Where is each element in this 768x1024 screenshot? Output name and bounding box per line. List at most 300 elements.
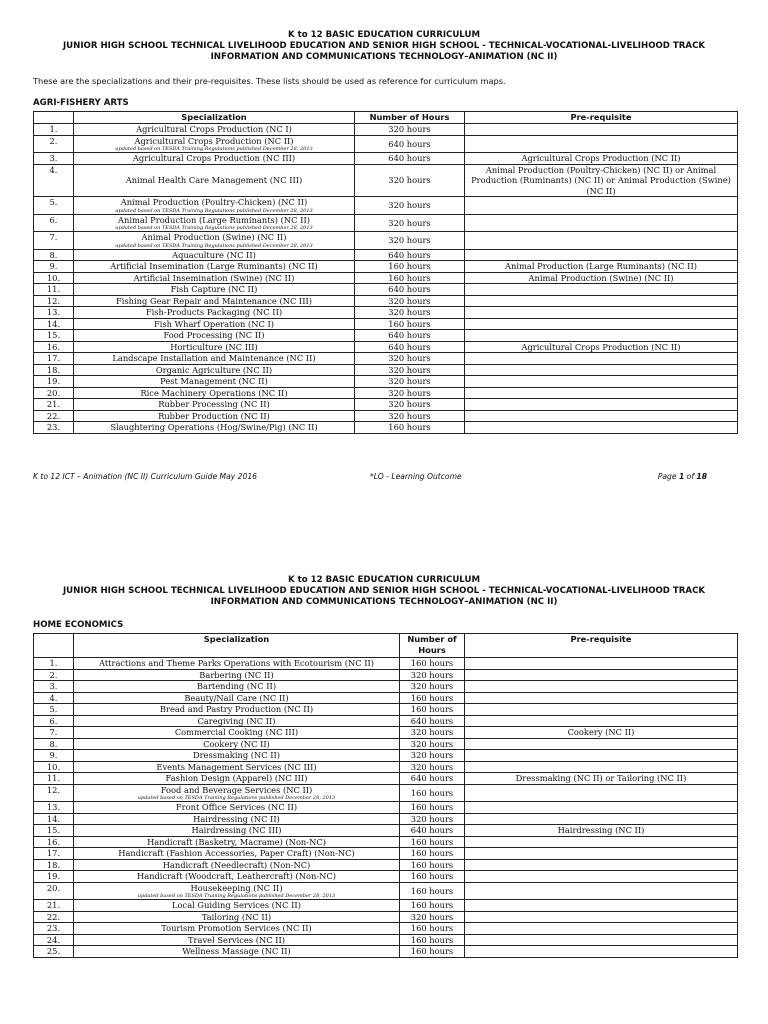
row-number: 15. (34, 825, 74, 837)
hours-cell: 320 hours (355, 164, 465, 197)
prerequisite-cell (465, 750, 738, 762)
table-row (34, 692, 738, 704)
hours-cell: 160 hours (400, 848, 465, 860)
prerequisite-cell (465, 232, 738, 250)
row-number: 14. (34, 318, 74, 330)
hours-cell: 320 hours (355, 307, 465, 319)
table-row (34, 249, 738, 261)
specialization-name: Fishing Gear Repair and Maintenance (NC III) (115, 295, 313, 306)
prerequisite-cell (465, 911, 738, 923)
hours-cell: 320 hours (355, 364, 465, 376)
row-number: 16. (34, 341, 74, 353)
table-row (34, 197, 738, 215)
table-row (34, 422, 738, 434)
footer-page-current: 1 (678, 472, 685, 481)
row-number: 20. (34, 882, 74, 900)
prerequisite-cell (465, 376, 738, 388)
specialization-cell (74, 214, 355, 232)
specialization-name: Beauty/Nail Care (NC II) (184, 692, 289, 703)
row-number: 13. (34, 307, 74, 319)
section-title-home-economics: HOME ECONOMICS (33, 620, 124, 630)
row-number: 22. (34, 911, 74, 923)
table-row (34, 341, 738, 353)
table-row (34, 272, 738, 284)
footer-page-prefix: Page (657, 472, 679, 481)
specialization-name: Food Processing (NC II) (163, 330, 265, 340)
row-number: 19. (34, 871, 74, 883)
specialization-cell (74, 738, 400, 750)
specialization-cell (74, 813, 400, 825)
row-number: 1. (34, 658, 74, 670)
table-row (34, 153, 738, 165)
table-row (34, 750, 738, 762)
specialization-note: updated based on TESDA Training Regulations published December 28, 2013 (115, 207, 313, 214)
prerequisite-cell (465, 813, 738, 825)
prerequisite-cell (465, 214, 738, 232)
specialization-note: updated based on TESDA Training Regulations published December 28, 2013 (115, 225, 313, 231)
column-header-hours: Number of Hours (355, 112, 465, 124)
hours-cell: 640 hours (355, 330, 465, 342)
prerequisite-cell (465, 836, 738, 848)
table-row (34, 364, 738, 376)
specialization-note: updated based on TESDA Training Regulations published December 28, 2013 (137, 893, 336, 899)
specialization-name: Events Management Services (NC III) (156, 761, 317, 772)
specialization-cell (74, 197, 355, 215)
row-number: 10. (34, 272, 74, 284)
specialization-cell (74, 704, 400, 716)
table-row (34, 848, 738, 860)
specialization-cell (74, 848, 400, 860)
table-row (34, 738, 738, 750)
hours-cell: 320 hours (355, 376, 465, 388)
specialization-cell (74, 692, 400, 704)
prerequisite-cell: Cookery (NC II) (465, 727, 738, 739)
table-row (34, 124, 738, 136)
specialization-note: updated based on TESDA Training Regulations published December 28, 2013 (137, 795, 336, 801)
prerequisite-cell (465, 692, 738, 704)
row-number: 11. (34, 773, 74, 785)
specialization-name: Rubber Production (NC II) (158, 410, 270, 421)
hours-cell: 640 hours (400, 773, 465, 785)
hours-cell: 160 hours (355, 261, 465, 273)
hours-cell: 320 hours (355, 214, 465, 232)
specialization-name: Hairdressing (NC III) (191, 825, 282, 835)
row-number: 17. (34, 353, 74, 365)
specialization-name: Wellness Massage (NC II) (182, 946, 291, 956)
prerequisite-cell (465, 658, 738, 670)
document-header (0, 30, 768, 63)
hours-cell: 160 hours (400, 802, 465, 814)
header-line-3: INFORMATION AND COMMUNICATIONS TECHNOLOGY–ANIMATION (NC II) (210, 52, 558, 62)
specialization-name: Rice Machinery Operations (NC II) (140, 387, 288, 398)
specialization-cell (74, 658, 400, 670)
table-row (34, 859, 738, 871)
hours-cell: 640 hours (355, 135, 465, 153)
row-number: 5. (34, 704, 74, 716)
column-header-prerequisite: Pre-requisite (465, 112, 738, 124)
specialization-note: updated based on TESDA Training Regulations published December 28, 2013 (115, 242, 313, 249)
row-number: 10. (34, 761, 74, 773)
row-number: 9. (34, 750, 74, 762)
column-header-hours: Number of Hours (400, 634, 465, 658)
specialization-name: Agricultural Crops Production (NC I) (136, 124, 292, 134)
row-number: 23. (34, 422, 74, 434)
specialization-cell (74, 934, 400, 946)
specialization-cell (74, 422, 355, 434)
row-number: 12. (34, 295, 74, 307)
hours-cell: 640 hours (355, 284, 465, 296)
row-number: 7. (34, 727, 74, 739)
hours-cell: 320 hours (400, 727, 465, 739)
footer-lo-note: *LO - Learning Outcome (370, 472, 462, 481)
hours-cell: 320 hours (400, 911, 465, 923)
hours-cell: 320 hours (355, 410, 465, 422)
table-row (34, 307, 738, 319)
header-line-3: INFORMATION AND COMMUNICATIONS TECHNOLOGY–ANIMATION (NC II) (210, 597, 558, 607)
row-number: 16. (34, 836, 74, 848)
hours-cell: 640 hours (400, 715, 465, 727)
specialization-name: Handicraft (Fashion Accessories, Paper Craft) (Non-NC) (118, 848, 355, 858)
specialization-cell (74, 773, 400, 785)
hours-cell: 160 hours (400, 900, 465, 912)
row-number: 2. (34, 135, 74, 153)
prerequisite-cell (465, 410, 738, 422)
table-row (34, 295, 738, 307)
table-row (34, 923, 738, 935)
prerequisite-cell (465, 353, 738, 365)
hours-cell: 320 hours (355, 232, 465, 250)
row-number: 5. (34, 197, 74, 215)
hours-cell: 320 hours (400, 669, 465, 681)
hours-cell: 640 hours (355, 249, 465, 261)
row-number: 18. (34, 859, 74, 871)
table-row (34, 376, 738, 388)
table-row (34, 727, 738, 739)
table-row (34, 330, 738, 342)
specialization-cell (74, 249, 355, 261)
specialization-cell (74, 946, 400, 958)
hours-cell: 320 hours (400, 761, 465, 773)
column-header-prerequisite: Pre-requisite (465, 634, 738, 658)
prerequisite-cell (465, 307, 738, 319)
specialization-name: Dressmaking (NC II) (192, 750, 281, 760)
row-number: 6. (34, 214, 74, 232)
prerequisite-cell (465, 738, 738, 750)
prerequisite-cell: Animal Production (Large Ruminants) (NC II) (465, 261, 738, 273)
row-number: 21. (34, 900, 74, 912)
specialization-name: Animal Production (Poultry-Chicken) (NC II) (120, 197, 308, 207)
hours-cell: 160 hours (400, 704, 465, 716)
hours-cell: 160 hours (355, 318, 465, 330)
specialization-name: Barbering (NC II) (199, 669, 274, 680)
specialization-cell (74, 353, 355, 365)
prerequisite-cell (465, 249, 738, 261)
specialization-name: Handicraft (Woodcraft, Leathercraft) (Non-NC) (136, 871, 337, 881)
hours-cell: 320 hours (355, 124, 465, 136)
specialization-name: Fish Capture (NC II) (170, 284, 258, 294)
prerequisite-cell (465, 882, 738, 900)
row-number: 17. (34, 848, 74, 860)
hours-cell: 640 hours (400, 825, 465, 837)
specialization-cell (74, 923, 400, 935)
prerequisite-cell (465, 715, 738, 727)
hours-cell: 160 hours (400, 923, 465, 935)
hours-cell: 160 hours (400, 871, 465, 883)
prerequisite-cell (465, 681, 738, 693)
hours-cell: 160 hours (400, 859, 465, 871)
hours-cell: 160 hours (400, 882, 465, 900)
prerequisite-cell (465, 387, 738, 399)
row-number: 23. (34, 923, 74, 935)
specialization-name: Hairdressing (NC II) (193, 813, 280, 824)
row-number: 6. (34, 715, 74, 727)
hours-cell: 160 hours (400, 658, 465, 670)
specialization-name: Handicraft (Basketry, Macrame) (Non-NC) (147, 836, 326, 847)
specialization-cell (74, 387, 355, 399)
table-row (34, 704, 738, 716)
hours-cell: 320 hours (400, 681, 465, 693)
row-number: 18. (34, 364, 74, 376)
table-row (34, 164, 738, 197)
column-header-no (34, 634, 74, 658)
prerequisite-cell (465, 318, 738, 330)
specialization-cell (74, 859, 400, 871)
row-number: 25. (34, 946, 74, 958)
specialization-cell (74, 399, 355, 411)
table-row (34, 214, 738, 232)
specialization-name: Front Office Services (NC II) (175, 802, 298, 812)
prerequisite-cell (465, 399, 738, 411)
row-number: 3. (34, 153, 74, 165)
hours-cell: 320 hours (355, 387, 465, 399)
specialization-name: Food and Beverage Services (NC II) (160, 784, 313, 795)
hours-cell: 160 hours (400, 946, 465, 958)
table-row (34, 135, 738, 153)
specialization-name: Agricultural Crops Production (NC II) (134, 135, 294, 146)
prerequisite-cell: Agricultural Crops Production (NC II) (465, 341, 738, 353)
table-row (34, 900, 738, 912)
hours-cell: 640 hours (355, 153, 465, 165)
table-row (34, 284, 738, 296)
specialization-name: Organic Agriculture (NC II) (155, 364, 273, 375)
table-row (34, 353, 738, 365)
prerequisite-cell (465, 784, 738, 802)
specialization-cell (74, 802, 400, 814)
specialization-cell (74, 871, 400, 883)
specialization-name: Fish-Products Packaging (NC II) (145, 307, 283, 317)
prerequisite-cell (465, 422, 738, 434)
table-row (34, 681, 738, 693)
specialization-name: Attractions and Theme Parks Operations with Ecotourism (NC II) (98, 658, 375, 668)
row-number: 14. (34, 813, 74, 825)
specialization-cell (74, 727, 400, 739)
intro-text: These are the specializations and their pre-requisites. These lists should be used as reference for curriculum maps. (33, 76, 506, 86)
row-number: 1. (34, 124, 74, 136)
specialization-name: Rubber Processing (NC II) (158, 399, 270, 409)
prerequisite-cell (465, 934, 738, 946)
table-row (34, 813, 738, 825)
row-number: 8. (34, 738, 74, 750)
prerequisite-cell: Agricultural Crops Production (NC II) (465, 153, 738, 165)
hours-cell: 320 hours (355, 399, 465, 411)
prerequisite-cell: Animal Production (Poultry-Chicken) (NC II) or Animal Production (Ruminants) (NC II) or Animal Production (Swine) (NC II) (465, 164, 738, 197)
prerequisite-cell (465, 859, 738, 871)
row-number: 22. (34, 410, 74, 422)
prerequisite-cell (465, 364, 738, 376)
specialization-cell (74, 825, 400, 837)
specialization-name: Agricultural Crops Production (NC III) (132, 153, 296, 163)
specialization-name: Artificial Insemination (Large Ruminants) (NC II) (110, 261, 318, 271)
prerequisite-cell (465, 900, 738, 912)
hours-cell: 640 hours (355, 341, 465, 353)
hours-cell: 160 hours (400, 934, 465, 946)
specialization-cell (74, 410, 355, 422)
specialization-name: Horticulture (NC III) (170, 341, 258, 352)
specialization-cell (74, 836, 400, 848)
specialization-name: Tailoring (NC II) (201, 911, 272, 922)
prerequisite-cell (465, 197, 738, 215)
row-number: 13. (34, 802, 74, 814)
table-row (34, 825, 738, 837)
hours-cell: 320 hours (355, 353, 465, 365)
column-header-no (34, 112, 74, 124)
prerequisite-cell (465, 848, 738, 860)
specialization-cell (74, 232, 355, 250)
prerequisite-cell: Hairdressing (NC II) (465, 825, 738, 837)
footer-page-number (658, 472, 707, 481)
page-1 (0, 30, 768, 490)
prerequisite-cell (465, 669, 738, 681)
agri-fishery-table (33, 111, 738, 434)
prerequisite-cell: Animal Production (Swine) (NC II) (465, 272, 738, 284)
prerequisite-cell (465, 704, 738, 716)
specialization-cell (74, 376, 355, 388)
table-row (34, 946, 738, 958)
table-row (34, 232, 738, 250)
header-line-2: JUNIOR HIGH SCHOOL TECHNICAL LIVELIHOOD EDUCATION AND SENIOR HIGH SCHOOL - TECHNICAL-VOCATIONAL-LIVELIHOOD TRACK (62, 41, 706, 51)
hours-cell: 160 hours (400, 692, 465, 704)
specialization-cell (74, 164, 355, 197)
row-number: 24. (34, 934, 74, 946)
specialization-name: Housekeeping (NC II) (190, 882, 283, 893)
specialization-cell (74, 364, 355, 376)
specialization-name: Aquaculture (NC II) (172, 249, 256, 260)
home-economics-table (33, 633, 738, 958)
specialization-cell (74, 900, 400, 912)
specialization-cell (74, 307, 355, 319)
specialization-name: Commercial Cooking (NC III) (174, 727, 299, 737)
specialization-cell (74, 715, 400, 727)
row-number: 9. (34, 261, 74, 273)
table-row (34, 871, 738, 883)
header-line-2: JUNIOR HIGH SCHOOL TECHNICAL LIVELIHOOD EDUCATION AND SENIOR HIGH SCHOOL - TECHNICAL-VOCATIONAL-LIVELIHOOD TRACK (62, 586, 706, 596)
prerequisite-cell (465, 295, 738, 307)
prerequisite-cell (465, 802, 738, 814)
row-number: 19. (34, 376, 74, 388)
prerequisite-cell (465, 284, 738, 296)
prerequisite-cell (465, 946, 738, 958)
specialization-name: Travel Services (NC II) (188, 934, 285, 945)
specialization-cell (74, 784, 400, 802)
footer-guide-title: K to 12 ICT – Animation (NC II) Curriculum Guide May 2016 (33, 472, 257, 481)
row-number: 2. (34, 669, 74, 681)
specialization-name: Animal Health Care Management (NC III) (125, 175, 303, 185)
specialization-cell (74, 124, 355, 136)
table-row (34, 715, 738, 727)
hours-cell: 320 hours (400, 813, 465, 825)
table-row (34, 882, 738, 900)
hours-cell: 160 hours (400, 784, 465, 802)
specialization-name: Handicraft (Needlecraft) (Non-NC) (162, 859, 311, 870)
specialization-name: Animal Production (Swine) (NC II) (141, 232, 287, 242)
row-number: 4. (34, 164, 74, 197)
specialization-name: Landscape Installation and Maintenance (NC II) (112, 353, 316, 363)
row-number: 8. (34, 249, 74, 261)
table-row (34, 261, 738, 273)
hours-cell: 160 hours (400, 836, 465, 848)
hours-cell: 320 hours (355, 295, 465, 307)
specialization-note: updated based on TESDA Training Regulations published December 28, 2013 (115, 146, 313, 152)
specialization-cell (74, 284, 355, 296)
agri-fishery-table-body (34, 124, 738, 434)
specialization-cell (74, 330, 355, 342)
specialization-name: Pest Management (NC II) (160, 376, 268, 386)
row-number: 3. (34, 681, 74, 693)
specialization-cell (74, 911, 400, 923)
prerequisite-cell (465, 761, 738, 773)
specialization-cell (74, 761, 400, 773)
hours-cell: 320 hours (355, 197, 465, 215)
header-line-1: K to 12 BASIC EDUCATION CURRICULUM (287, 30, 481, 40)
specialization-cell (74, 261, 355, 273)
table-row (34, 669, 738, 681)
table-row (34, 410, 738, 422)
footer-page-of: of (684, 472, 697, 481)
specialization-cell (74, 135, 355, 153)
specialization-name: Cookery (NC II) (203, 738, 270, 749)
specialization-name: Fish Wharf Operation (NC I) (153, 318, 275, 329)
prerequisite-cell (465, 871, 738, 883)
hours-cell: 320 hours (400, 738, 465, 750)
table-row (34, 761, 738, 773)
row-number: 12. (34, 784, 74, 802)
row-number: 4. (34, 692, 74, 704)
table-row (34, 934, 738, 946)
footer-page-total: 18 (696, 472, 707, 481)
document-header-2 (0, 575, 768, 608)
specialization-name: Fashion Design (Apparel) (NC III) (165, 773, 308, 783)
specialization-cell (74, 272, 355, 284)
table-row (34, 658, 738, 670)
prerequisite-cell (465, 135, 738, 153)
specialization-name: Artificial Insemination (Swine) (NC II) (133, 272, 295, 283)
table-row (34, 911, 738, 923)
prerequisite-cell: Dressmaking (NC II) or Tailoring (NC II) (465, 773, 738, 785)
specialization-name: Bartending (NC II) (196, 681, 277, 691)
specialization-cell (74, 681, 400, 693)
specialization-cell (74, 341, 355, 353)
specialization-cell (74, 318, 355, 330)
table-row (34, 387, 738, 399)
row-number: 11. (34, 284, 74, 296)
table-row (34, 318, 738, 330)
hours-cell: 160 hours (355, 272, 465, 284)
specialization-cell (74, 882, 400, 900)
column-header-specialization: Specialization (74, 112, 355, 124)
specialization-name: Local Guiding Services (NC II) (172, 900, 301, 910)
specialization-name: Slaughtering Operations (Hog/Swine/Pig) (NC II) (110, 422, 318, 432)
specialization-cell (74, 669, 400, 681)
